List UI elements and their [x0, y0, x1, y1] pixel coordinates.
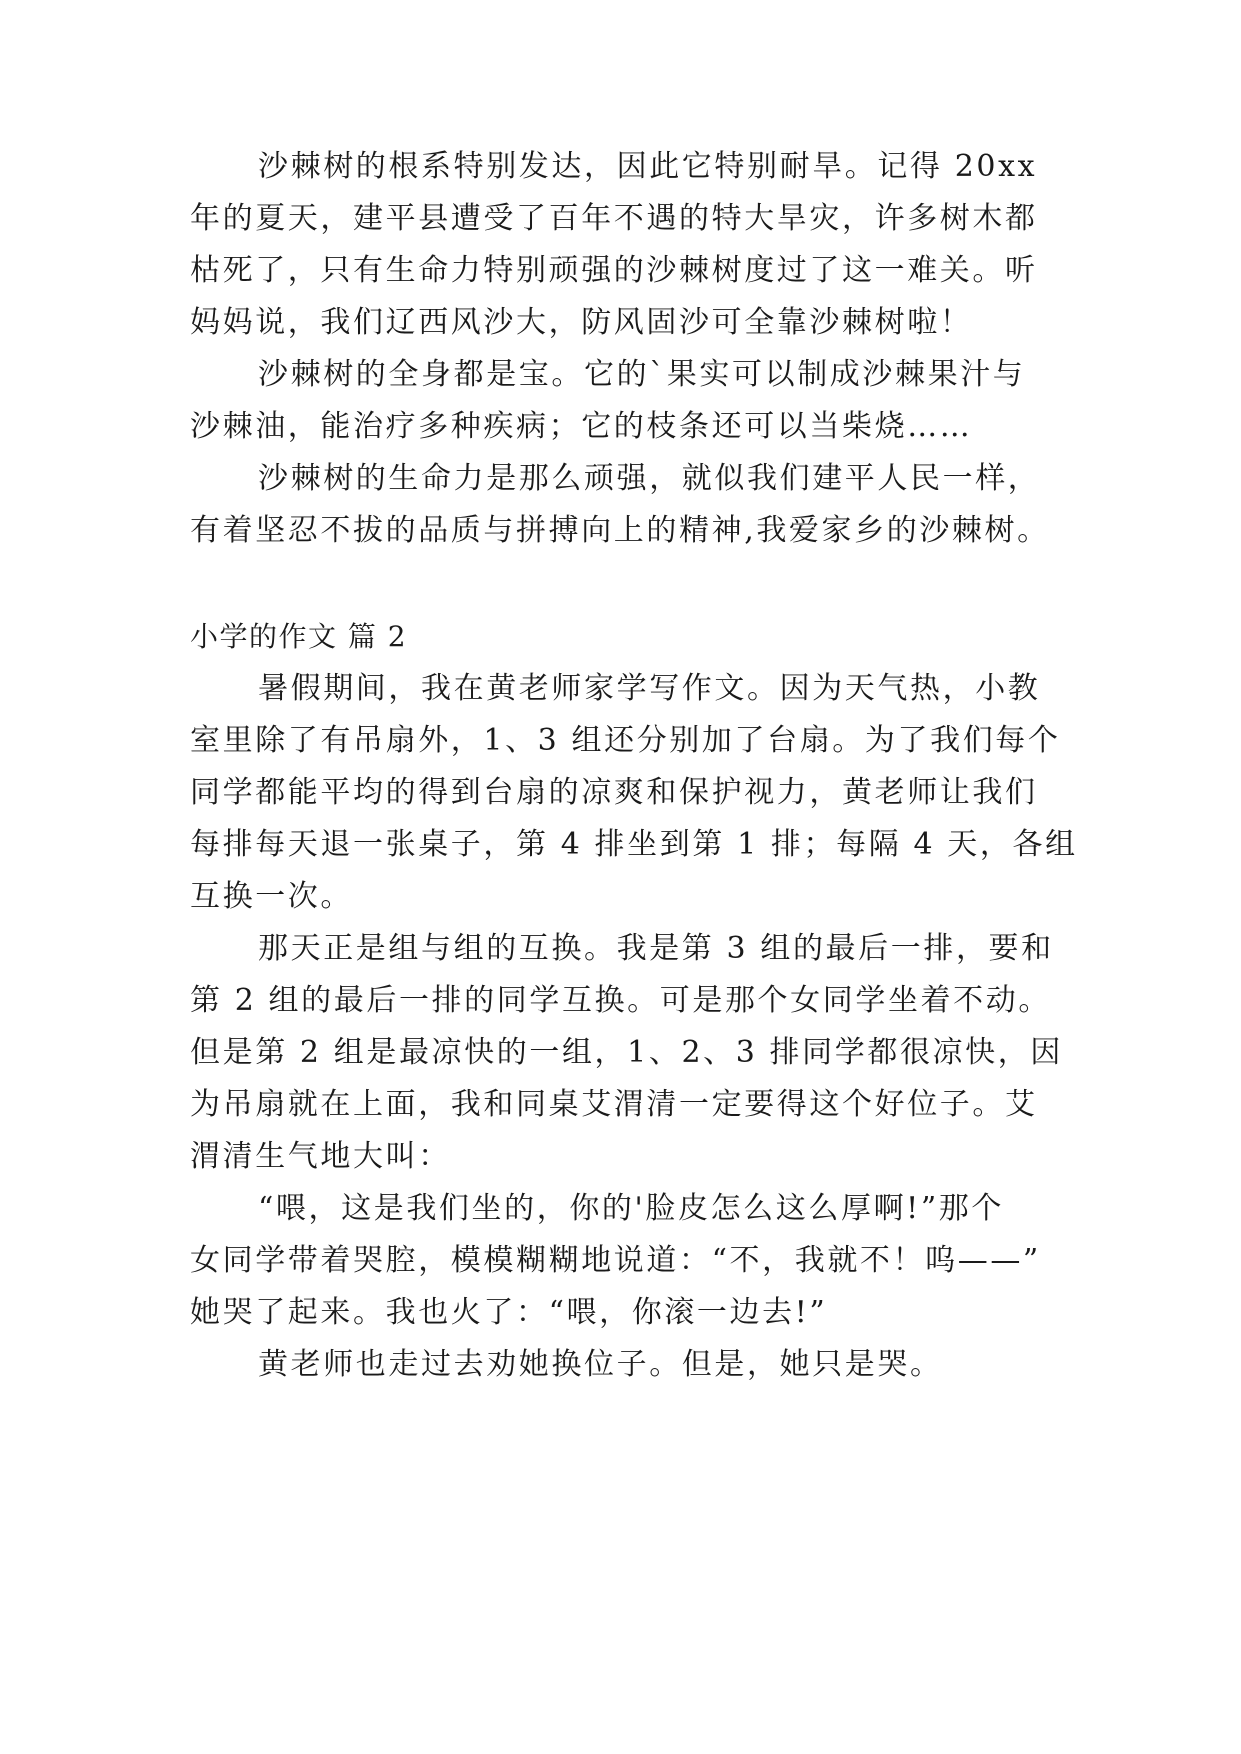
paragraph-line: 枯死了，只有生命力特别顽强的沙棘树度过了这一难关。听: [190, 253, 1038, 288]
paragraph-line: 渭清生气地大叫：: [190, 1139, 451, 1174]
paragraph-line: 妈妈说，我们辽西风沙大，防风固沙可全靠沙棘树啦！: [190, 305, 973, 340]
paragraph-line: 沙棘树的全身都是宝。它的`果实可以制成沙棘果汁与: [258, 357, 1026, 392]
paragraph-line: 为吊扇就在上面，我和同桌艾渭清一定要得这个好位子。艾: [190, 1087, 1038, 1122]
paragraph-line: 互换一次。: [190, 879, 353, 914]
paragraph-line: 沙棘树的根系特别发达，因此它特别耐旱。记得 20xx: [258, 149, 1038, 184]
paragraph-line: “喂，这是我们坐的，你的'脸皮怎么这么厚啊!”那个: [258, 1191, 1004, 1226]
paragraph-line: 她哭了起来。我也火了：“喂，你滚一边去!”: [190, 1295, 828, 1330]
paragraph-line: 有着坚忍不拔的品质与拼搏向上的精神,我爱家乡的沙棘树。: [190, 513, 1050, 548]
paragraph-line: 那天正是组与组的互换。我是第 3 组的最后一排，要和: [258, 931, 1054, 966]
paragraph-line: 但是第 2 组是最凉快的一组，1、2、3 排同学都很凉快，因: [190, 1035, 1063, 1070]
paragraph-line: 暑假期间，我在黄老师家学写作文。因为天气热，小教: [258, 671, 1041, 706]
section-heading: 小学的作文 篇 2: [190, 620, 408, 653]
paragraph-line: 女同学带着哭腔，模模糊糊地说道：“不，我就不！呜——”: [190, 1243, 1041, 1278]
paragraph-line: 沙棘树的生命力是那么顽强，就似我们建平人民一样，: [258, 461, 1041, 496]
paragraph-line: 第 2 组的最后一排的同学互换。可是那个女同学坐着不动。: [190, 983, 1051, 1018]
paragraph-line: 室里除了有吊扇外，1、3 组还分别加了台扇。为了我们每个: [190, 723, 1061, 758]
paragraph-line: 黄老师也走过去劝她换位子。但是，她只是哭。: [258, 1347, 943, 1382]
paragraph-line: 沙棘油，能治疗多种疾病；它的枝条还可以当柴烧……: [190, 409, 973, 444]
paragraph-line: 年的夏天，建平县遭受了百年不遇的特大旱灾，许多树木都: [190, 201, 1038, 236]
paragraph-line: 同学都能平均的得到台扇的凉爽和保护视力，黄老师让我们: [190, 775, 1038, 810]
paragraph-line: 每排每天退一张桌子，第 4 排坐到第 1 排；每隔 4 天，各组: [190, 827, 1078, 862]
